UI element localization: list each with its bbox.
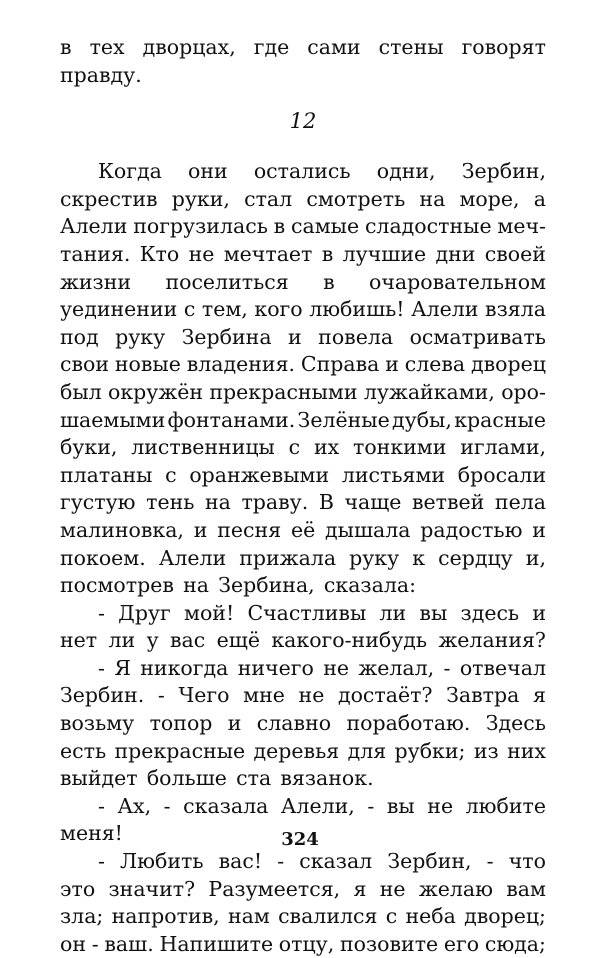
text-line: Когда они остались одни, Зербин, [98,159,546,184]
text-line: малиновка, и песня её дышала радостью и [60,517,546,542]
text-line: - Друг мой! Счастливы ли вы здесь и [98,600,546,625]
text-line: возьму топор и славно поработаю. Здесь [60,711,546,736]
text-line: есть прекрасные деревья для рубки; из них [60,738,546,763]
text-line: скрестив руки, стал смотреть на море, а [60,186,546,211]
text-line: выйдет больше ста вязанок. [60,766,374,791]
text-line: под руку Зербина и повела осматривать [60,324,546,349]
text-line: - Любить вас! - сказал Зербин, - что [98,849,546,874]
text-line: жизни поселиться в очаровательном [60,269,546,294]
text-line: - Ах, - сказала Алели, - вы не любите [98,793,546,818]
text-line: нет ли у вас ещё какого-нибудь желания? [60,628,546,653]
text-line: правду. [60,62,142,87]
text-line: меня! [60,821,123,846]
page-number: 324 [281,829,319,850]
text-line: Зербин. - Чего мне не достаёт? Завтра я [60,683,546,708]
text-line: тания. Кто не мечтает в лучшие дни своей [60,241,546,266]
page-text [60,34,546,958]
text-line: уединении с тем, кого любишь! Алели взяла [60,297,546,322]
text-line: буки, лиственницы с их тонкими иглами, [60,435,546,460]
text-line: Алели погрузилась в самые сладостные меч- [60,214,546,239]
text-line: - Я никогда ничего не желал, - отвечал [98,655,546,680]
text-line: в тех дворцах, где сами стены говорят [60,35,546,59]
text-line: свои новые владения. Справа и слева дворец [60,352,546,377]
text-line: он - ваш. Напишите отцу, позовите его сюда; [60,931,546,956]
text-line: зла; напротив, нам свалился с неба дворец; [60,904,546,929]
text-line: платаны с оранжевыми листьями бросали [60,462,546,487]
text-line: густую тень на траву. В чаще ветвей пела [60,490,546,515]
text-line: покоем. Алели прижала руку к сердцу и, [60,545,546,570]
text-line: это значит? Разумеется, я не желаю вам [60,876,546,901]
text-line: был окружён прекрасными лужайками, оро- [60,379,546,404]
text-line: шаемыми фонтанами. Зелёные дубы, красные [60,407,546,432]
chapter-number: 12 [289,109,317,134]
text-line: посмотрев на Зербина, сказала: [60,573,416,598]
